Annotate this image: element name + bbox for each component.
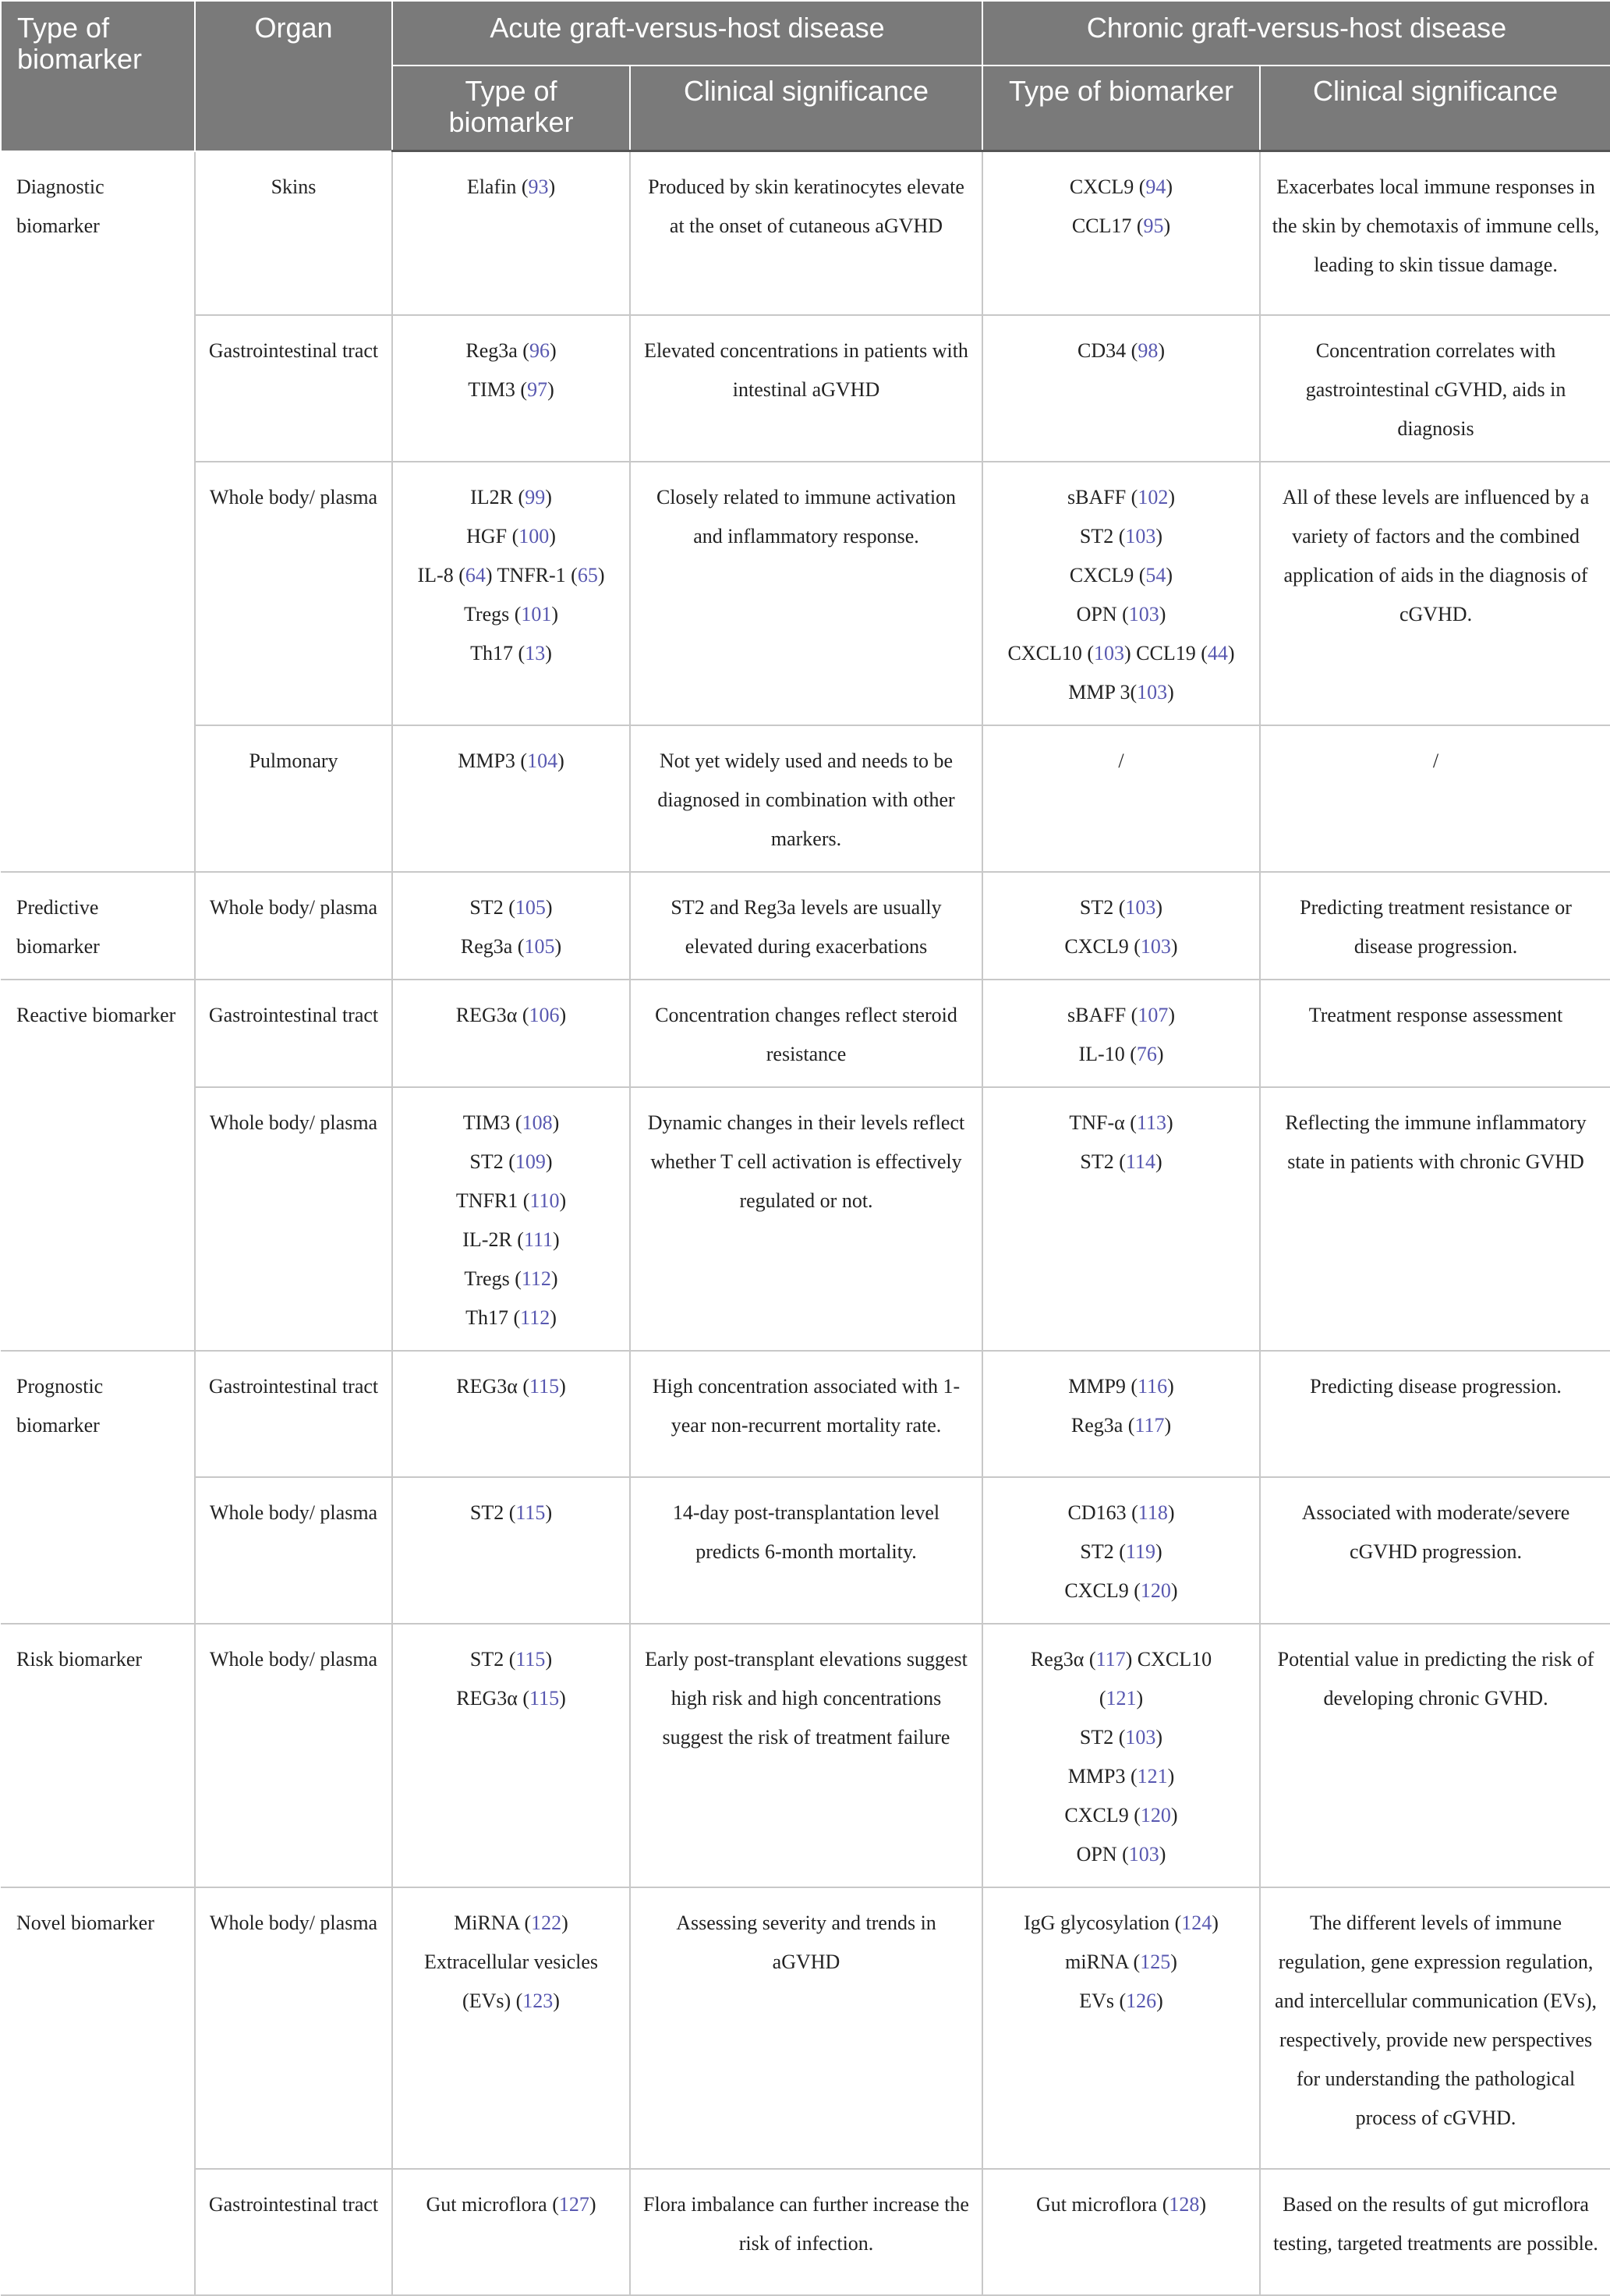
chronic-markers-cell [982, 315, 1260, 462]
reference-link[interactable]: 105 [524, 934, 555, 958]
chronic-significance-cell: The different levels of immune regulation, gene expression regulation, and intercellular communication (EVs), respectively, provide new perspectives for understanding the pathological process of cGVHD. [1260, 1887, 1610, 2169]
acute-markers-cell [392, 2169, 630, 2295]
reference-link[interactable]: 112 [520, 1306, 550, 1329]
row-type-label: Predictive biomarker [1, 872, 195, 980]
table-row [1, 872, 1610, 980]
marker-line: Gut microflora (128) [1035, 2192, 1207, 2216]
reference-link[interactable]: 95 [1143, 214, 1164, 237]
organ-cell: Gastrointestinal tract [195, 315, 392, 462]
table-row [1, 725, 1610, 872]
row-type-label: Diagnostic biomarker [1, 151, 195, 872]
header-chronic-gvhd: Chronic graft-versus-host disease [982, 1, 1610, 66]
chronic-significance-cell: / [1260, 725, 1610, 872]
organ-cell: Whole body/ plasma [195, 462, 392, 725]
marker-line: HGF (100) [466, 524, 556, 547]
reference-link[interactable]: 112 [521, 1267, 551, 1290]
acute-markers-cell [392, 1624, 630, 1887]
reference-link[interactable]: 103 [1140, 934, 1171, 958]
reference-link[interactable]: 13 [525, 641, 546, 664]
marker-line: MMP3 (121) [1067, 1764, 1175, 1788]
marker-line: CXCL9 (94) [1069, 175, 1173, 198]
acute-markers-cell [392, 151, 630, 315]
acute-significance-cell: High concentration associated with 1-year non-recurrent mortality rate. [630, 1351, 982, 1477]
reference-link[interactable]: 100 [518, 524, 550, 547]
reference-link[interactable]: 115 [515, 1647, 546, 1671]
chronic-significance-cell: Predicting disease progression. [1260, 1351, 1610, 1477]
chronic-markers-cell: / [982, 725, 1260, 872]
marker-line: (EVs) (123) [462, 1989, 560, 2012]
reference-link[interactable]: 116 [1138, 1374, 1168, 1398]
chronic-significance-cell: Reflecting the immune inflammatory state in patients with chronic GVHD [1260, 1087, 1610, 1351]
acute-significance-cell: Assessing severity and trends in aGVHD [630, 1887, 982, 2169]
marker-line: EVs (126) [1079, 1989, 1163, 2012]
reference-link[interactable]: 123 [522, 1989, 554, 2012]
acute-significance-cell: Dynamic changes in their levels reflect whether T cell activation is effectively regulated or not. [630, 1087, 982, 1351]
reference-link[interactable]: 115 [515, 1501, 546, 1524]
marker-line: CXCL9 (120) [1064, 1803, 1178, 1827]
table-row [1, 315, 1610, 462]
marker-line: MMP3 (104) [458, 749, 564, 772]
reference-link[interactable]: 103 [1125, 895, 1156, 919]
chronic-markers-cell [982, 1624, 1260, 1887]
marker-line: Reg3a (96) [465, 338, 557, 362]
header-acute-type: Type of biomarker [392, 66, 630, 151]
chronic-markers-cell [982, 1887, 1260, 2169]
organ-cell: Whole body/ plasma [195, 1477, 392, 1624]
marker-line: CXCL9 (120) [1064, 1578, 1178, 1602]
row-type-label: Reactive biomarker [1, 980, 195, 1351]
chronic-markers-cell [982, 980, 1260, 1087]
marker-line: TIM3 (97) [468, 377, 554, 401]
reference-link[interactable]: 103 [1125, 524, 1156, 547]
chronic-significance-cell: Treatment response assessment [1260, 980, 1610, 1087]
marker-line: ST2 (109) [469, 1150, 553, 1173]
marker-line: IL-2R (111) [462, 1228, 560, 1251]
reference-link[interactable]: 117 [1095, 1647, 1126, 1671]
marker-line: MMP 3(103) [1068, 680, 1174, 703]
table-row [1, 462, 1610, 725]
acute-significance-cell: ST2 and Reg3a levels are usually elevated during exacerbations [630, 872, 982, 980]
marker-line: ST2 (103) [1079, 1725, 1163, 1749]
row-type-label: Novel biomarker [1, 1887, 195, 2295]
reference-link[interactable]: 65 [577, 563, 598, 586]
marker-line: ST2 (115) [469, 1647, 553, 1671]
acute-markers-cell [392, 872, 630, 980]
acute-markers-cell [392, 980, 630, 1087]
chronic-significance-cell: Predicting treatment resistance or disease progression. [1260, 872, 1610, 980]
reference-link[interactable]: 115 [529, 1686, 560, 1710]
marker-line: IL2R (99) [470, 485, 552, 508]
marker-line: CD163 (118) [1067, 1501, 1175, 1524]
marker-line: ST2 (105) [469, 895, 553, 919]
acute-markers-cell [392, 315, 630, 462]
chronic-significance-cell: Potential value in predicting the risk of developing chronic GVHD. [1260, 1624, 1610, 1887]
table-row [1, 1351, 1610, 1477]
organ-cell: Whole body/ plasma [195, 872, 392, 980]
marker-line: Elafin (93) [466, 175, 556, 198]
reference-link[interactable]: 126 [1126, 1989, 1157, 2012]
marker-line: IL-10 (76) [1078, 1042, 1164, 1065]
reference-link[interactable]: 109 [515, 1150, 546, 1173]
chronic-markers-cell [982, 462, 1260, 725]
chronic-markers-cell [982, 872, 1260, 980]
reference-link[interactable]: 117 [1134, 1413, 1165, 1437]
chronic-significance-cell: All of these levels are influenced by a variety of factors and the combined application of aids in the diagnosis of cGVHD. [1260, 462, 1610, 725]
reference-link[interactable]: 97 [527, 377, 548, 401]
marker-line: Th17 (112) [465, 1306, 557, 1329]
acute-significance-cell: Closely related to immune activation and inflammatory response. [630, 462, 982, 725]
reference-link[interactable]: 103 [1125, 1725, 1156, 1749]
reference-link[interactable]: 121 [1106, 1686, 1137, 1710]
marker-line: ST2 (119) [1080, 1540, 1162, 1563]
marker-line: Th17 (13) [470, 641, 552, 664]
marker-line: CXCL9 (54) [1069, 563, 1173, 586]
marker-line: CXCL9 (103) [1064, 934, 1178, 958]
marker-line: IL-8 (64) TNFR-1 (65) [417, 563, 605, 586]
acute-markers-cell [392, 462, 630, 725]
chronic-significance-cell: Exacerbates local immune responses in the skin by chemotaxis of immune cells, leading to skin tissue damage. [1260, 151, 1610, 315]
acute-significance-cell: Produced by skin keratinocytes elevate at the onset of cutaneous aGVHD [630, 151, 982, 315]
header-organ: Organ [195, 1, 392, 151]
acute-significance-cell: Concentration changes reflect steroid resistance [630, 980, 982, 1087]
marker-line: IgG glycosylation (124) [1024, 1911, 1219, 1934]
reference-link[interactable]: 98 [1138, 338, 1159, 362]
marker-line: OPN (103) [1076, 1842, 1166, 1866]
reference-link[interactable]: 105 [515, 895, 546, 919]
table-row [1, 1887, 1610, 2169]
reference-link[interactable]: 64 [465, 563, 486, 586]
acute-significance-cell: Not yet widely used and needs to be diagnosed in combination with other markers. [630, 725, 982, 872]
marker-line: MMP9 (116) [1068, 1374, 1174, 1398]
acute-markers-cell [392, 1351, 630, 1477]
marker-line: TIM3 (108) [462, 1111, 560, 1134]
reference-link[interactable]: 120 [1140, 1578, 1171, 1602]
reference-link[interactable]: 119 [1125, 1540, 1155, 1563]
chronic-significance-cell: Based on the results of gut microflora testing, targeted treatments are possible. [1260, 2169, 1610, 2295]
chronic-markers-cell [982, 1477, 1260, 1624]
chronic-markers-cell [982, 151, 1260, 315]
reference-link[interactable]: 111 [523, 1228, 554, 1251]
marker-line: Gut microflora (127) [426, 2192, 596, 2216]
reference-link[interactable]: 122 [531, 1911, 562, 1934]
marker-line: CCL17 (95) [1071, 214, 1171, 237]
row-type-label: Prognostic biomarker [1, 1351, 195, 1624]
reference-link[interactable]: 103 [1137, 680, 1168, 703]
marker-line: TNFR1 (110) [455, 1189, 567, 1212]
table-row [1, 1624, 1610, 1887]
reference-link[interactable]: 121 [1137, 1764, 1168, 1788]
reference-link[interactable]: 96 [529, 338, 550, 362]
table-header [1, 1, 1610, 151]
reference-link[interactable]: 106 [529, 1003, 560, 1026]
organ-cell: Whole body/ plasma [195, 1624, 392, 1887]
marker-line: Tregs (112) [464, 1267, 558, 1290]
marker-line: Reg3a (105) [460, 934, 562, 958]
marker-line: REG3α (115) [456, 1374, 566, 1398]
header-acute-significance: Clinical significance [630, 66, 982, 151]
reference-link[interactable]: 110 [529, 1189, 560, 1212]
reference-link[interactable]: 44 [1207, 641, 1228, 664]
reference-link[interactable]: 93 [528, 175, 549, 198]
marker-line: REG3α (106) [455, 1003, 567, 1026]
reference-link[interactable]: 99 [525, 485, 546, 508]
acute-significance-cell: Elevated concentrations in patients with intestinal aGVHD [630, 315, 982, 462]
reference-link[interactable]: 108 [522, 1111, 553, 1134]
marker-line: REG3α (115) [456, 1686, 566, 1710]
acute-markers-cell [392, 1087, 630, 1351]
marker-line: CXCL10 (103) CCL19 (44) [1007, 641, 1235, 664]
organ-cell: Skins [195, 151, 392, 315]
reference-link[interactable]: 114 [1125, 1150, 1155, 1173]
header-type-of-biomarker: Type of biomarker [1, 1, 195, 151]
marker-line: CD34 (98) [1077, 338, 1165, 362]
marker-line: sBAFF (107) [1067, 1003, 1176, 1026]
organ-cell: Whole body/ plasma [195, 1887, 392, 2169]
reference-link[interactable]: 103 [1128, 1842, 1159, 1866]
reference-link[interactable]: 107 [1138, 1003, 1169, 1026]
marker-line: OPN (103) [1076, 602, 1166, 625]
reference-link[interactable]: 128 [1169, 2192, 1200, 2216]
chronic-markers-cell [982, 1351, 1260, 1477]
reference-link[interactable]: 101 [521, 602, 552, 625]
acute-markers-cell [392, 725, 630, 872]
marker-line: Extracellular vesicles [423, 1950, 599, 1973]
organ-cell: Gastrointestinal tract [195, 1351, 392, 1477]
header-chronic-type: Type of biomarker [982, 66, 1260, 151]
chronic-markers-cell [982, 1087, 1260, 1351]
header-acute-gvhd: Acute graft-versus-host disease [392, 1, 982, 66]
marker-line: Reg3α (117) CXCL10 [1030, 1647, 1212, 1671]
organ-cell: Pulmonary [195, 725, 392, 872]
table-row [1, 980, 1610, 1087]
reference-link[interactable]: 103 [1093, 641, 1124, 664]
acute-significance-cell: Early post-transplant elevations suggest high risk and high concentrations suggest the risk of treatment failure [630, 1624, 982, 1887]
marker-line: sBAFF (102) [1067, 485, 1176, 508]
reference-link[interactable]: 102 [1138, 485, 1169, 508]
marker-line: Reg3a (117) [1070, 1413, 1172, 1437]
reference-link[interactable]: 118 [1138, 1501, 1168, 1524]
marker-line: (121) [1099, 1686, 1144, 1710]
reference-link[interactable]: 103 [1128, 602, 1159, 625]
table-row [1, 2169, 1610, 2295]
marker-line: miRNA (125) [1065, 1950, 1177, 1973]
table-row [1, 1087, 1610, 1351]
row-type-label: Risk biomarker [1, 1624, 195, 1887]
table-row [1, 151, 1610, 315]
marker-line: ST2 (103) [1079, 524, 1163, 547]
acute-significance-cell: 14-day post-transplantation level predicts 6-month mortality. [630, 1477, 982, 1624]
table-body [1, 151, 1610, 2295]
marker-line: ST2 (103) [1079, 895, 1163, 919]
marker-line: ST2 (114) [1080, 1150, 1162, 1173]
organ-cell: Gastrointestinal tract [195, 980, 392, 1087]
acute-markers-cell [392, 1887, 630, 2169]
reference-link[interactable]: 115 [529, 1374, 560, 1398]
reference-link[interactable]: 124 [1181, 1911, 1212, 1934]
header-chronic-significance: Clinical significance [1260, 66, 1610, 151]
reference-link[interactable]: 127 [558, 2192, 589, 2216]
chronic-significance-cell: Concentration correlates with gastrointestinal cGVHD, aids in diagnosis [1260, 315, 1610, 462]
organ-cell: Whole body/ plasma [195, 1087, 392, 1351]
reference-link[interactable]: 54 [1145, 563, 1166, 586]
chronic-significance-cell: Associated with moderate/severe cGVHD progression. [1260, 1477, 1610, 1624]
reference-link[interactable]: 94 [1145, 175, 1166, 198]
table-row [1, 1477, 1610, 1624]
marker-line: MiRNA (122) [454, 1911, 568, 1934]
chronic-markers-cell [982, 2169, 1260, 2295]
reference-link[interactable]: 120 [1140, 1803, 1171, 1827]
acute-significance-cell: Flora imbalance can further increase the risk of infection. [630, 2169, 982, 2295]
organ-cell: Gastrointestinal tract [195, 2169, 392, 2295]
marker-line: TNF-α (113) [1069, 1111, 1173, 1134]
marker-line: ST2 (115) [469, 1501, 553, 1524]
reference-link[interactable]: 76 [1136, 1042, 1157, 1065]
acute-markers-cell [392, 1477, 630, 1624]
reference-link[interactable]: 113 [1136, 1111, 1166, 1134]
reference-link[interactable]: 104 [527, 749, 558, 772]
reference-link[interactable]: 125 [1140, 1950, 1171, 1973]
marker-line: Tregs (101) [463, 602, 559, 625]
